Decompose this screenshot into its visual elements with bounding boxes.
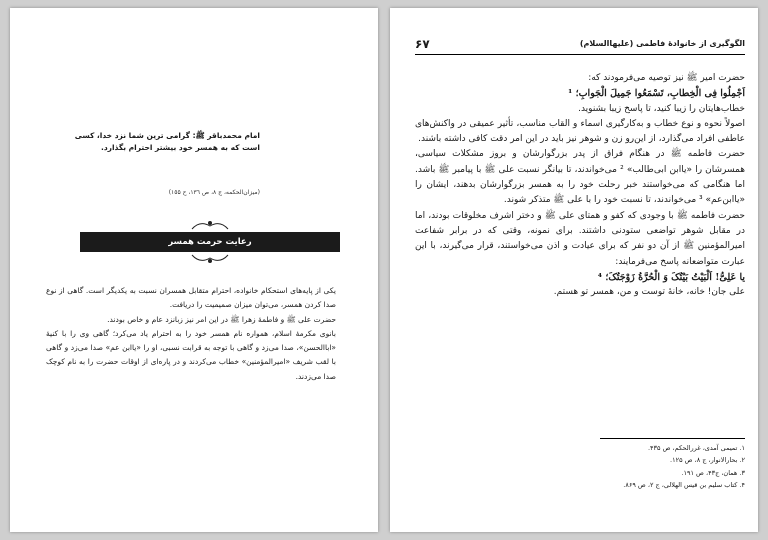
left-page (10, 8, 378, 532)
page-number: ۶۷ (415, 37, 430, 51)
footnote-divider (600, 438, 745, 439)
paragraph: خطاب‌هایتان را زیبا کنید، تا پاسخ زیبا بشنوید. (578, 103, 745, 114)
left-body-text (46, 284, 336, 384)
right-page (390, 8, 758, 532)
section-title: رعایت حرمت همسر (80, 232, 340, 252)
paragraph: علی جان! خانه، خانهٔ توست و من، همسر تو هستم. (553, 287, 745, 298)
running-header (415, 38, 745, 55)
paragraph: بانوی مکرمهٔ اسلام، همواره نام همسر خود را به احترام یاد می‌کرد؛ گاهی وی را با کنیهٔ «اباالحسن»، صدا می‌زد و گاهی با توجه به قرابت نسبی، او را «یاابن عم» صدا می‌زد و گاهی با لقب شریف «امیرالمؤمنین» خطاب می‌کردند و در پاره‌ای از اوقات حضرت را به نام کوچک صدا می‌زدند. (46, 328, 336, 381)
arabic-quote: یا عَلِیُّ! اَلْبَیْتُ بَیْتُکَ وَ الْحُرَّةُ زَوْجَتُکَ؛ ⁴ (597, 271, 745, 283)
paragraph: یکی از پایه‌های استحکام خانواده، احترام متقابل همسران نسبت به یکدیگر است. گاهی از نوع صدا کردن همسر، می‌توان میزان صمیمیت را دریافت. (46, 286, 336, 310)
hadith-quote: امام محمدباقر ﷺ: گرامی ترین شما نزد خدا، کسی است که به همسر خود بیشتر احترام بگذارد. (74, 131, 260, 152)
running-header-title: الگوگیری از خانوادهٔ فاطمی (علیهاالسلام) (579, 39, 745, 48)
footnotes (415, 442, 745, 492)
arabic-quote: اَجْمِلُوا فِی الْخِطابِ، تَسْمَعُوا جَمِیلَ الْجَوابِ؛ ¹ (568, 88, 745, 100)
paragraph: حضرت فاطمه ﷺ با وجودی که کفو و همتای علی ﷺ و دختر اشرف مخلوقات بودند، اما در مقابل شوهر تواضعی ستودنی داشتند. برای نمونه، وقتی که در برابر شفاعت امیرالمؤمنین ﷺ از آن دو نفر که برای عیادت و اذن می‌خواستند، قرار می‌گیرند، با این عبارت متواضعانه پاسخ می‌فرمایند: (415, 210, 745, 267)
paragraph: حضرت امیر ﷺ نیز توصیه می‌فرمودند که: (588, 73, 745, 83)
footnote: ٣. همان، ج۴٣، ص ١٩١. (681, 468, 745, 477)
ornament-bottom-icon (190, 254, 230, 264)
paragraph: حضرت فاطمه ﷺ در هنگام فراق از پدر بزرگوارشان و بروز مشکلات سیاسی، همسرشان را «یاابن ابی‌طالب» ² می‌خواندند، تا بیانگر نسبت علی ﷺ با پیامبر ﷺ باشد. اما هنگامی که می‌خواستند خبر رحلت خود را به همسر بزرگوارشان بدهند، ایشان را «یاابن‌عم» ³ می‌خواندند، تا نسبت خود را با علی ﷺ متذکر شوند. (415, 149, 745, 206)
ornament-top-icon (190, 220, 230, 230)
quote-source: (میزان‌الحکمه، ج ٨، ص ١٣٦، ح ١٥۵) (168, 189, 260, 196)
section-header (80, 220, 340, 268)
footnote: ٢. بحارالانوار، ج ٨، ص ١٢۵. (670, 456, 745, 465)
footnote: ۴. کتاب سلیم بن قیس الهلالی، ج ٢، ص ٨۶٩. (623, 481, 745, 490)
right-body-text (415, 71, 745, 300)
paragraph: حضرت علی ﷺ و فاطمهٔ زهرا ﷺ در این امر نیز زبانزد عام و خاص بودند. (107, 314, 336, 324)
footnote: ١. تمیمی آمدی، غررالحکم، ص ۴٣۵. (647, 444, 745, 452)
paragraph: اصولاً نحوه و نوع خطاب و به‌کارگیری اسماء و القاب مناسب، تأثیر عمیقی در واکنش‌های عاطفی افراد می‌گذارد، از این‌رو زن و شوهر نیز باید در این امر دقت کافی داشته باشند. (415, 118, 745, 145)
